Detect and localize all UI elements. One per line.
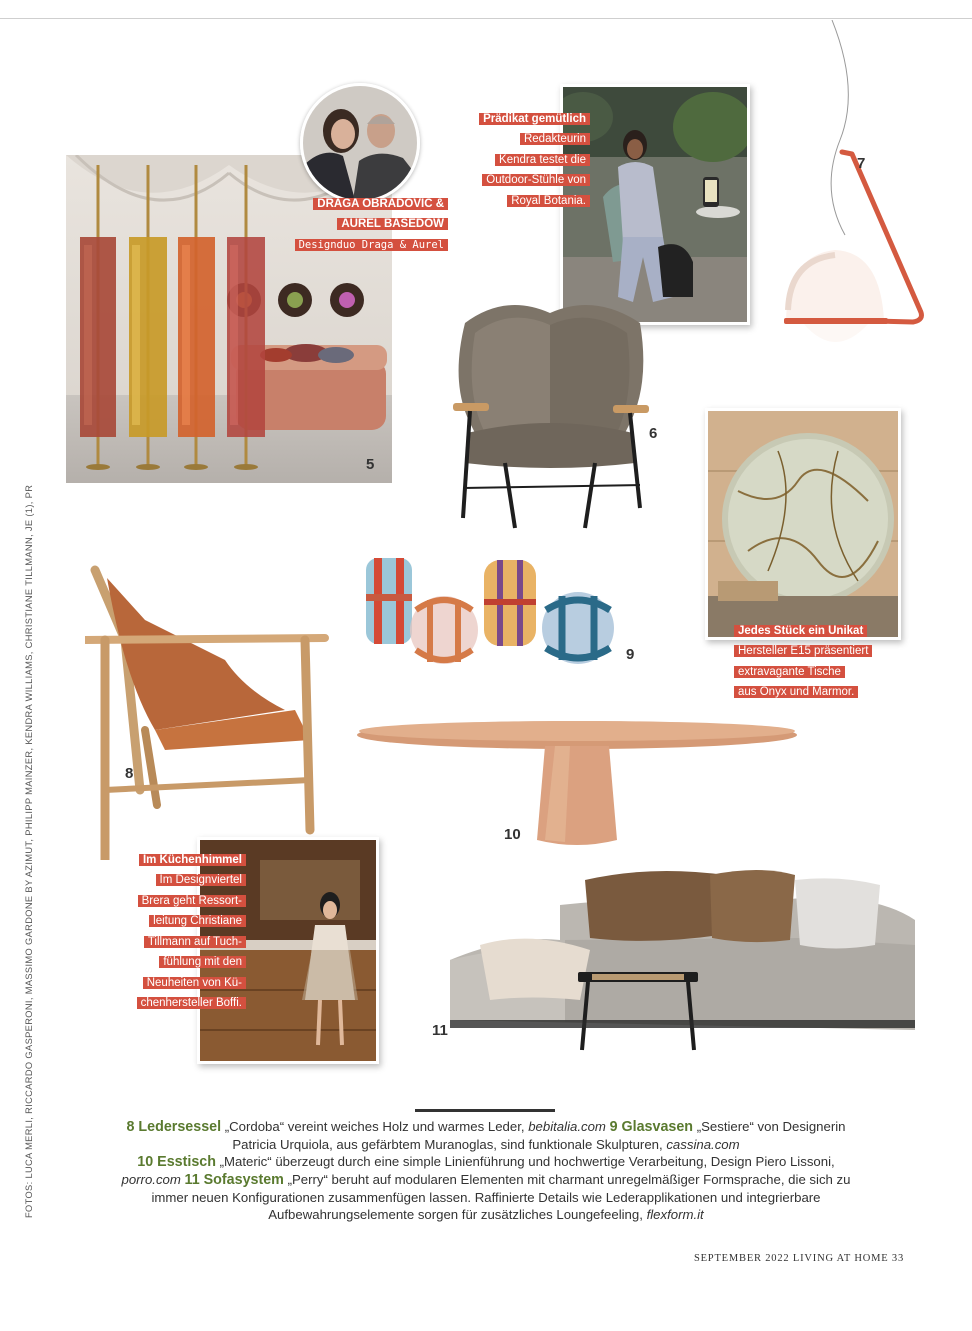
photo-dining-table — [355, 720, 800, 855]
photo-glass-vases — [360, 550, 625, 675]
callout-line: Tillmann auf Tuch- — [144, 936, 246, 948]
item-number-10: 10 — [504, 826, 521, 843]
photo-pendant-lamp — [780, 20, 930, 360]
caption-head-10: 10 Esstisch — [137, 1154, 216, 1170]
photo-modular-sofa — [450, 860, 920, 1055]
callout-line: chenhersteller Boffi. — [137, 997, 246, 1009]
portrait-name-line: AUREL BASEDOW — [337, 218, 448, 230]
caption-text-11: „Perry“ beruht auf modularen Elementen mit charmant unregelmäßiger Formsprache, die sich zu immer neuen Konfigurationen zusammenfügen lassen. Raffinierte Details wie Lederapplikationen und integrierbare Aufbewahrungselemente sorgen für zusätzliches Loungefeeling, — [151, 1172, 851, 1222]
callout-line: fühlung mit den — [159, 956, 246, 968]
item-number-6: 6 — [649, 425, 658, 442]
caption-divider — [415, 1109, 555, 1112]
callout-line: leitung Christiane — [149, 915, 246, 927]
callout-kitchen — [88, 849, 246, 1013]
product-caption — [118, 1118, 854, 1223]
photo-credit: FOTOS: LUCA MERLI, RICCARDO GASPERONI, MASSIMO GARDONE BY AZIMUT, PHILIPP MAINZER, KENDRA WILLIAMS, CHRISTIANE TILLMANN, JE (1), PR — [24, 484, 34, 1218]
caption-text-10: „Materic“ überzeugt durch eine simple Linienführung und hochwertige Verarbeitung, Design Piero Lissoni, — [215, 1154, 835, 1169]
item-number-9: 9 — [626, 646, 635, 663]
callout-line: Kendra testet die — [495, 154, 590, 166]
callout-line: Outdoor-Stühle von — [482, 174, 590, 186]
caption-head-8: 8 Ledersessel — [126, 1119, 222, 1135]
callout-line: Prädikat gemütlich — [479, 113, 590, 125]
caption-text-8: „Cordoba“ vereint weiches Holz und warmes Leder, — [221, 1119, 529, 1134]
caption-url-8[interactable]: bebitalia.com — [528, 1119, 606, 1134]
caption-url-11[interactable]: flexform.it — [646, 1207, 704, 1222]
caption-text-9: „Sestiere“ von Designerin Patricia Urquiola, aus gefärbtem Muranoglas, sind funktionale Skulpturen, — [232, 1119, 846, 1152]
callout-line: Redakteurin — [520, 133, 590, 145]
item-number-11: 11 — [432, 1022, 448, 1039]
callout-line: Brera geht Ressort- — [138, 895, 246, 907]
photo-onyx-table — [705, 408, 901, 640]
portrait-name-line: DRAGA OBRADOVIC & — [313, 198, 448, 210]
callout-onyx — [734, 620, 914, 702]
callout-line: Jedes Stück ein Unikat — [734, 625, 867, 637]
caption-url-10[interactable]: porro.com — [121, 1172, 181, 1187]
portrait-subtitle: Designduo Draga & Aurel — [295, 239, 448, 251]
callout-line: Im Küchenhimmel — [139, 854, 246, 866]
item-number-8: 8 — [125, 765, 134, 782]
photo-designer-portrait — [300, 83, 420, 203]
photo-wingback-armchair — [445, 293, 658, 531]
top-rule — [0, 18, 972, 19]
callout-line: aus Onyx und Marmor. — [734, 686, 858, 698]
callout-line: Hersteller E15 präsentiert — [734, 645, 872, 657]
page-folio: SEPTEMBER 2022 LIVING AT HOME 33 — [693, 1253, 904, 1264]
caption-head-9: 9 Glasvasen — [609, 1119, 694, 1135]
callout-line: Neuheiten von Kü- — [143, 977, 246, 989]
portrait-label — [240, 193, 448, 254]
photo-leather-chair — [85, 560, 350, 860]
item-number-7: 7 — [857, 155, 866, 172]
callout-line: extravagante Tische — [734, 666, 845, 678]
caption-url-9[interactable]: cassina.com — [666, 1137, 740, 1152]
callout-line: Im Designviertel — [156, 874, 246, 886]
item-number-5: 5 — [366, 456, 375, 473]
callout-line: Royal Botania. — [507, 195, 590, 207]
caption-head-11: 11 Sofasystem — [184, 1172, 284, 1188]
callout-outdoor — [430, 108, 590, 210]
